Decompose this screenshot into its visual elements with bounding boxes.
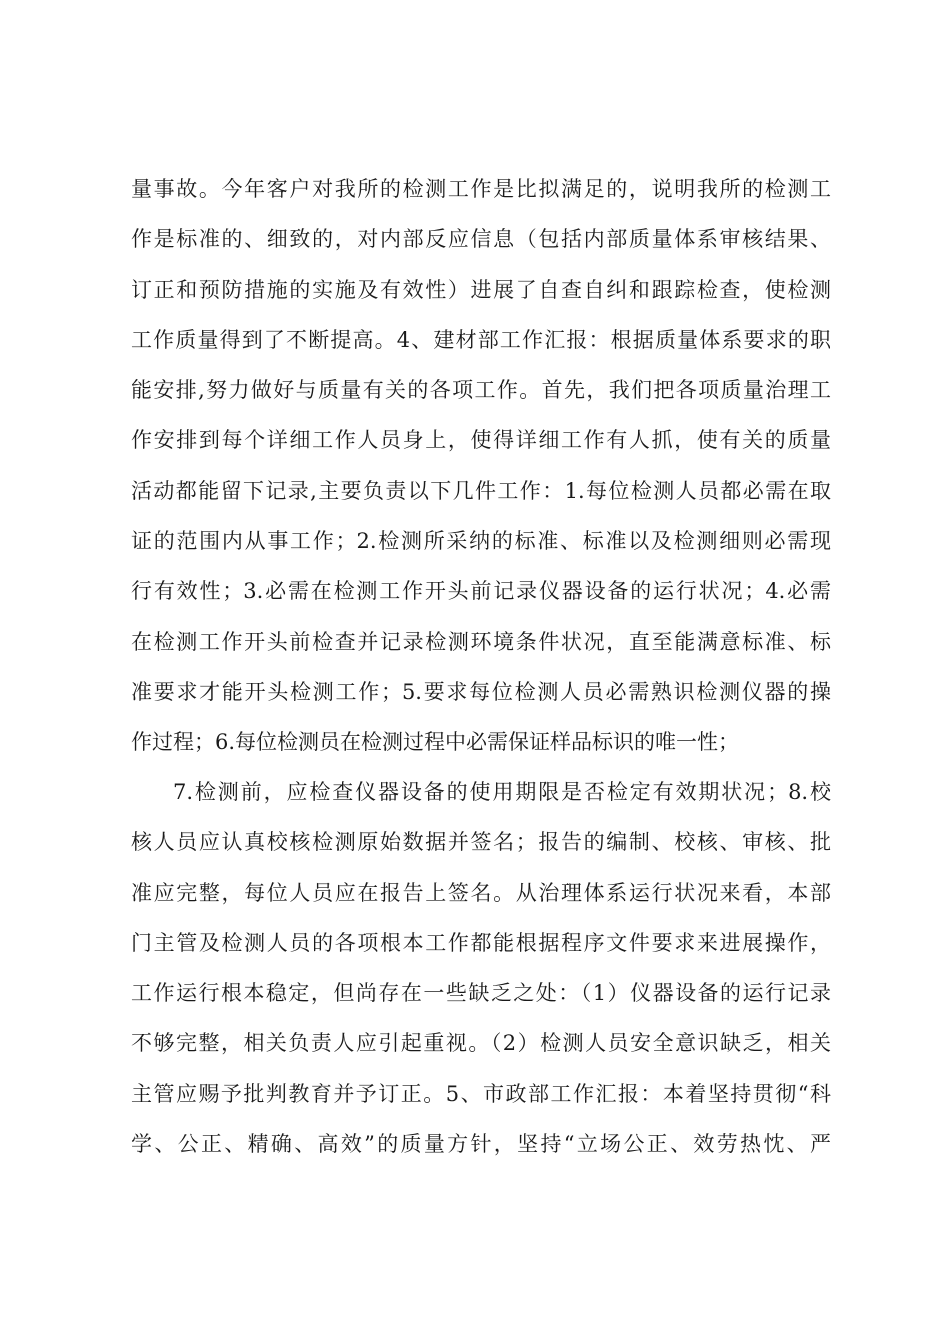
text-line: 证的范围内从事工作；2.检测所采纳的标准、标准以及检测细则必需现	[131, 529, 831, 554]
text-line: 作过程；6.每位检测员在检测过程中必需保证样品标识的唯一性；	[131, 730, 740, 755]
text-line: 在检测工作开头前检查并记录检测环境条件状况，直至能满意标准、标	[131, 629, 831, 654]
text-line: 能安排,努力做好与质量有关的各项工作。首先，我们把各项质量治理工	[131, 378, 831, 403]
text-line: 作是标准的、细致的，对内部反应信息（包括内部质量体系审核结果、	[131, 227, 831, 252]
text-line: 门主管及检测人员的各项根本工作都能根据程序文件要求来进展操作，	[131, 930, 831, 955]
text-line: 作安排到每个详细工作人员身上，使得详细工作有人抓，使有关的质量	[131, 428, 831, 453]
text-line: 工作运行根本稳定，但尚存在一些缺乏之处：（1）仪器设备的运行记录	[131, 981, 831, 1006]
text-line: 7.检测前，应检查仪器设备的使用期限是否检定有效期状况；8.校	[173, 780, 831, 804]
text-line: 主管应赐予批判教育并予订正。5、市政部工作汇报：本着坚持贯彻“科	[131, 1081, 831, 1106]
text-line: 工作质量得到了不断提高。4、建材部工作汇报：根据质量体系要求的职	[131, 327, 831, 352]
paragraph-1	[131, 172, 831, 776]
text-line: 准要求才能开头检测工作；5.要求每位检测人员必需熟识检测仪器的操	[131, 679, 831, 704]
text-line: 活动都能留下记录,主要负责以下几件工作：1.每位检测人员都必需在取	[131, 478, 831, 503]
text-line: 订正和预防措施的实施及有效性）进展了自查自纠和跟踪检查，使检测	[131, 277, 831, 302]
text-line: 学、公正、精确、高效”的质量方针，坚持“立场公正、效劳热忱、严	[131, 1132, 831, 1157]
text-line: 行有效性；3.必需在检测工作开头前记录仪器设备的运行状况；4.必需	[131, 579, 831, 604]
text-line: 量事故。今年客户对我所的检测工作是比拟满足的，说明我所的检测工	[131, 177, 831, 201]
paragraph-2	[131, 775, 831, 1177]
text-line: 核人员应认真校核检测原始数据并签名；报告的编制、校核、审核、批	[131, 830, 831, 855]
text-line: 准应完整，每位人员应在报告上签名。从治理体系运行状况来看，本部	[131, 880, 831, 905]
text-line: 不够完整，相关负责人应引起重视。（2）检测人员安全意识缺乏，相关	[131, 1031, 831, 1056]
